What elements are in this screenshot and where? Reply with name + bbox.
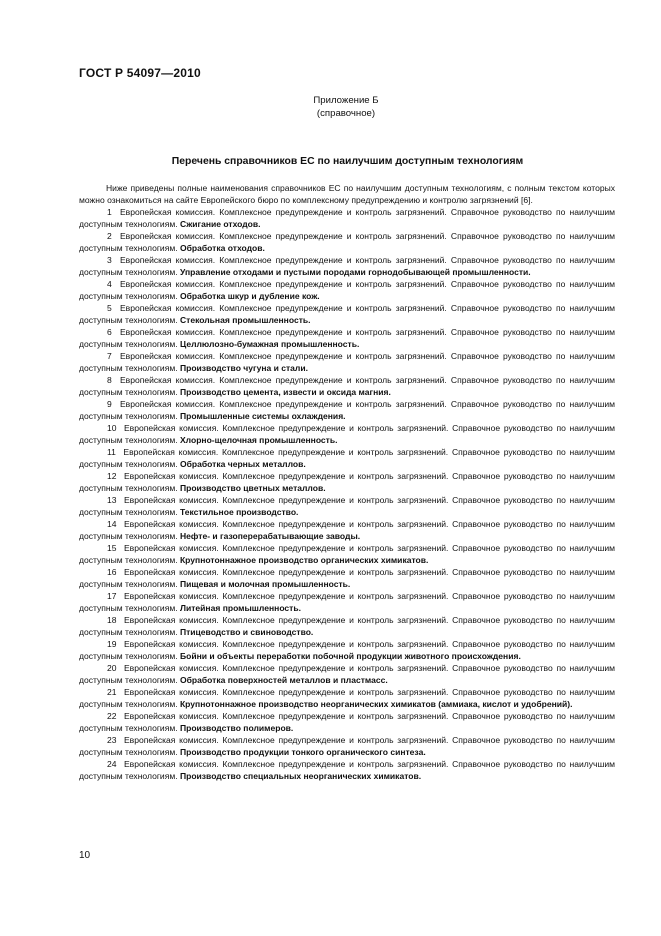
reference-list-item xyxy=(79,350,615,374)
item-lead-text: Европейская комиссия. Комплексное предупреждение и контроль загрязнений. Справочное руководство по наилучшим доступным технологиям. xyxy=(79,687,615,709)
item-number: 6 xyxy=(107,327,112,337)
item-lead-text: Европейская комиссия. Комплексное предупреждение и контроль загрязнений. Справочное руководство по наилучшим доступным технологиям. xyxy=(79,759,615,781)
reference-list-item xyxy=(79,326,615,350)
item-subject: Нефте- и газоперерабатывающие заводы. xyxy=(179,531,361,541)
item-number: 15 xyxy=(107,543,117,553)
item-subject: Обработка поверхностей металлов и пластмасс. xyxy=(179,675,388,685)
reference-list-item xyxy=(79,206,615,230)
item-subject: Бойни и объекты переработки побочной продукции животного происхождения. xyxy=(179,651,521,661)
item-subject: Хлорно-щелочная промышленность. xyxy=(179,435,338,445)
reference-list-item xyxy=(79,470,615,494)
item-lead-text: Европейская комиссия. Комплексное предупреждение и контроль загрязнений. Справочное руководство по наилучшим доступным технологиям. xyxy=(79,423,615,445)
item-lead-text: Европейская комиссия. Комплексное предупреждение и контроль загрязнений. Справочное руководство по наилучшим доступным технологиям. xyxy=(79,735,615,757)
item-subject: Производство продукции тонкого органического синтеза. xyxy=(179,747,426,757)
item-number: 11 xyxy=(107,447,116,457)
item-lead-text: Европейская комиссия. Комплексное предупреждение и контроль загрязнений. Справочное руководство по наилучшим доступным технологиям. xyxy=(79,663,615,685)
item-lead-text: Европейская комиссия. Комплексное предупреждение и контроль загрязнений. Справочное руководство по наилучшим доступным технологиям. xyxy=(79,327,615,349)
item-subject: Обработка шкур и дубление кож. xyxy=(179,291,320,301)
item-subject: Пищевая и молочная промышленность. xyxy=(179,579,351,589)
item-lead-text: Европейская комиссия. Комплексное предупреждение и контроль загрязнений. Справочное руководство по наилучшим доступным технологиям. xyxy=(79,447,615,469)
reference-list-item xyxy=(79,542,615,566)
reference-list-item xyxy=(79,254,615,278)
item-number: 16 xyxy=(107,567,117,577)
item-subject: Промышленные системы охлаждения. xyxy=(179,411,346,421)
item-subject: Литейная промышленность. xyxy=(179,603,301,613)
reference-list-item xyxy=(79,278,615,302)
reference-list-item xyxy=(79,494,615,518)
reference-list-item xyxy=(79,422,615,446)
item-subject: Производство полимеров. xyxy=(179,723,294,733)
item-lead-text: Европейская комиссия. Комплексное предупреждение и контроль загрязнений. Справочное руководство по наилучшим доступным технологиям. xyxy=(79,231,615,253)
reference-list-item xyxy=(79,590,615,614)
item-number: 24 xyxy=(107,759,117,769)
item-number: 22 xyxy=(107,711,117,721)
item-number: 20 xyxy=(107,663,117,673)
item-number: 14 xyxy=(107,519,117,529)
item-lead-text: Европейская комиссия. Комплексное предупреждение и контроль загрязнений. Справочное руководство по наилучшим доступным технологиям. xyxy=(79,471,615,493)
appendix-kind: (справочное) xyxy=(316,108,376,119)
item-subject: Крупнотоннажное производство неорганических химикатов (аммиака, кислот и удобрений). xyxy=(179,699,573,709)
item-lead-text: Европейская комиссия. Комплексное предупреждение и контроль загрязнений. Справочное руководство по наилучшим доступным технологиям. xyxy=(79,567,615,589)
item-subject: Производство чугуна и стали. xyxy=(179,363,308,373)
item-lead-text: Европейская комиссия. Комплексное предупреждение и контроль загрязнений. Справочное руководство по наилучшим доступным технологиям. xyxy=(79,591,615,613)
item-subject: Целлюлозно-бумажная промышленность. xyxy=(179,339,360,349)
reference-list-item xyxy=(79,710,615,734)
reference-list-item xyxy=(79,734,615,758)
item-number: 2 xyxy=(107,231,112,241)
reference-list-item xyxy=(79,614,615,638)
item-subject: Обработка черных металлов. xyxy=(179,459,306,469)
reference-list-item xyxy=(79,446,615,470)
item-subject: Производство цветных металлов. xyxy=(179,483,326,493)
item-number: 12 xyxy=(107,471,117,481)
item-number: 10 xyxy=(107,423,117,433)
item-number: 13 xyxy=(107,495,117,505)
item-lead-text: Европейская комиссия. Комплексное предупреждение и контроль загрязнений. Справочное руководство по наилучшим доступным технологиям. xyxy=(79,279,615,301)
item-lead-text: Европейская комиссия. Комплексное предупреждение и контроль загрязнений. Справочное руководство по наилучшим доступным технологиям. xyxy=(79,543,615,565)
item-lead-text: Европейская комиссия. Комплексное предупреждение и контроль загрязнений. Справочное руководство по наилучшим доступным технологиям. xyxy=(79,207,615,229)
item-lead-text: Европейская комиссия. Комплексное предупреждение и контроль загрязнений. Справочное руководство по наилучшим доступным технологиям. xyxy=(79,399,615,421)
reference-list-item xyxy=(79,662,615,686)
reference-list-item xyxy=(79,638,615,662)
item-lead-text: Европейская комиссия. Комплексное предупреждение и контроль загрязнений. Справочное руководство по наилучшим доступным технологиям. xyxy=(79,303,615,325)
appendix-label: Приложение Б xyxy=(313,95,379,106)
item-number: 18 xyxy=(107,615,117,625)
reference-list xyxy=(79,206,615,782)
reference-list-item xyxy=(79,518,615,542)
page-number: 10 xyxy=(79,850,91,861)
item-lead-text: Европейская комиссия. Комплексное предупреждение и контроль загрязнений. Справочное руководство по наилучшим доступным технологиям. xyxy=(79,495,615,517)
item-number: 9 xyxy=(107,399,112,409)
item-lead-text: Европейская комиссия. Комплексное предупреждение и контроль загрязнений. Справочное руководство по наилучшим доступным технологиям. xyxy=(79,639,615,661)
item-subject: Стекольная промышленность. xyxy=(179,315,311,325)
item-subject: Производство специальных неорганических химикатов. xyxy=(179,771,422,781)
reference-list-item xyxy=(79,230,615,254)
reference-list-item xyxy=(79,374,615,398)
item-number: 8 xyxy=(107,375,112,385)
item-lead-text: Европейская комиссия. Комплексное предупреждение и контроль загрязнений. Справочное руководство по наилучшим доступным технологиям. xyxy=(79,375,615,397)
item-number: 7 xyxy=(107,351,112,361)
item-subject: Крупнотоннажное производство органических химикатов. xyxy=(179,555,429,565)
intro-paragraph: Ниже приведены полные наименования справочников ЕС по наилучшим доступным технологиям, с полным текстом которых можно ознакомиться на сайте Европейского бюро по комплексному предупреждению и контролю загрязнений [6]. xyxy=(79,183,615,205)
item-number: 17 xyxy=(107,591,117,601)
reference-list-item xyxy=(79,566,615,590)
reference-list-item xyxy=(79,686,615,710)
item-lead-text: Европейская комиссия. Комплексное предупреждение и контроль загрязнений. Справочное руководство по наилучшим доступным технологиям. xyxy=(79,615,615,637)
item-number: 3 xyxy=(107,255,112,265)
item-number: 4 xyxy=(107,279,112,289)
item-lead-text: Европейская комиссия. Комплексное предупреждение и контроль загрязнений. Справочное руководство по наилучшим доступным технологиям. xyxy=(79,519,615,541)
item-subject: Сжигание отходов. xyxy=(179,219,261,229)
item-number: 5 xyxy=(107,303,112,313)
item-number: 23 xyxy=(107,735,117,745)
item-number: 1 xyxy=(107,207,112,217)
document-body xyxy=(79,182,615,782)
item-number: 19 xyxy=(107,639,117,649)
item-number: 21 xyxy=(107,687,117,697)
reference-list-item xyxy=(79,302,615,326)
section-title: Перечень справочников ЕС по наилучшим доступным технологиям xyxy=(171,156,524,167)
item-subject: Текстильное производство. xyxy=(179,507,299,517)
item-subject: Птицеводство и свиноводство. xyxy=(179,627,314,637)
item-lead-text: Европейская комиссия. Комплексное предупреждение и контроль загрязнений. Справочное руководство по наилучшим доступным технологиям. xyxy=(79,711,615,733)
item-lead-text: Европейская комиссия. Комплексное предупреждение и контроль загрязнений. Справочное руководство по наилучшим доступным технологиям. xyxy=(79,255,615,277)
document-header: ГОСТ Р 54097—2010 xyxy=(79,66,201,80)
reference-list-item xyxy=(79,758,615,782)
item-lead-text: Европейская комиссия. Комплексное предупреждение и контроль загрязнений. Справочное руководство по наилучшим доступным технологиям. xyxy=(79,351,615,373)
item-subject: Управление отходами и пустыми породами горнодобывающей промышленности. xyxy=(179,267,531,277)
item-subject: Обработка отходов. xyxy=(179,243,265,253)
reference-list-item xyxy=(79,398,615,422)
item-subject: Производство цемента, извести и оксида магния. xyxy=(179,387,391,397)
